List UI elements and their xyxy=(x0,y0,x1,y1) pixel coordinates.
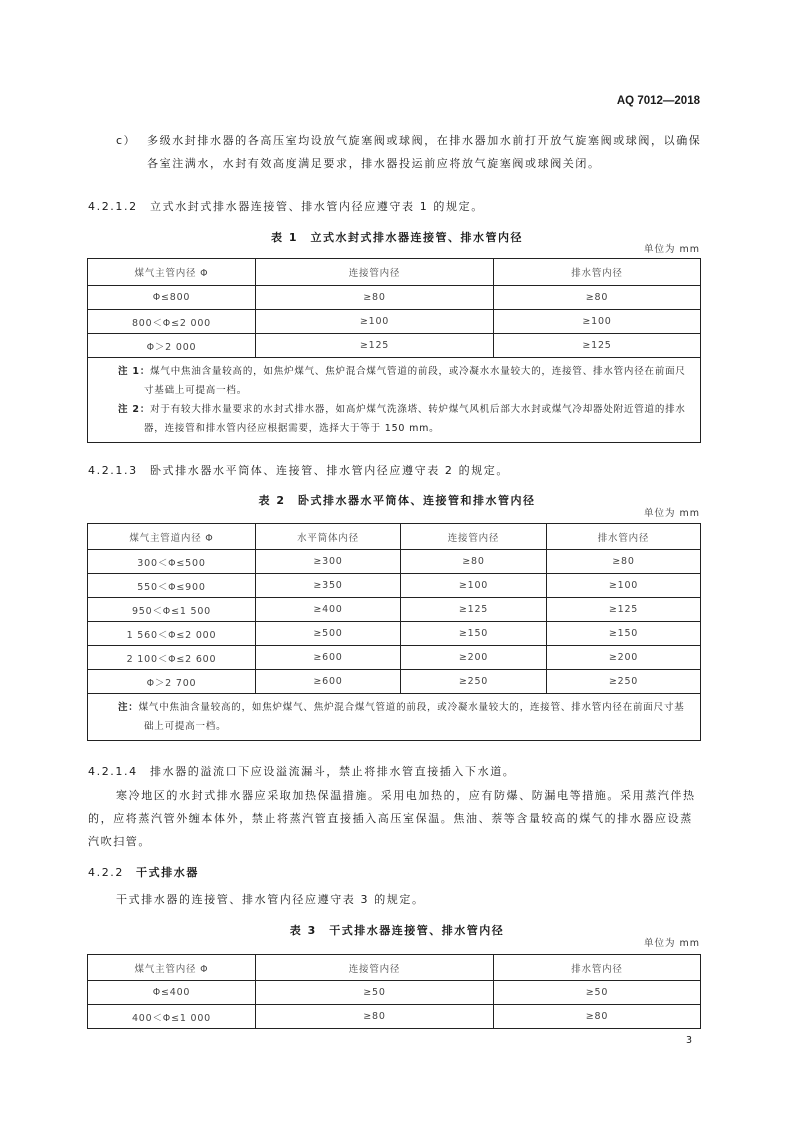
cell: ≥200 xyxy=(401,646,547,670)
cell: 300＜Φ≤500 xyxy=(88,550,256,574)
table-row xyxy=(88,334,701,358)
item-c-label: c） xyxy=(116,134,137,147)
standard-number: AQ 7012—2018 xyxy=(616,95,700,107)
paragraph: 寒冷地区的水封式排水器应采取加热保温措施。采用电加热的，应有防爆、防漏电等措施。采用蒸汽伴热的，应将蒸汽管外缠本体外，禁止将蒸汽管直接插入高压室保温。焦油、萘等含量较高的煤气的排水器应设蒸汽吹扫管。 xyxy=(88,789,696,848)
header-cell: 水平筒体内径 xyxy=(256,524,401,550)
cell: Φ＞2 000 xyxy=(88,334,256,358)
item-c-text: 多级水封排水器的各高压室均设放气旋塞阀或球阀，在排水器加水前打开放气旋塞阀或球阀，以确保各室注满水，水封有效高度满足要求，排水器投运前应将放气旋塞阀或球阀关闭。 xyxy=(147,134,702,170)
cell: ≥600 xyxy=(256,646,401,670)
cell: ≥125 xyxy=(401,598,547,622)
cell: 400＜Φ≤1 000 xyxy=(88,1005,256,1029)
cell: ≥80 xyxy=(256,286,494,310)
clause-text: 干式排水器的连接管、排水管内径应遵守表 3 的规定。 xyxy=(116,893,425,906)
cell: ≥100 xyxy=(256,310,494,334)
table3 xyxy=(87,954,701,1029)
clause-title: 干式排水器 xyxy=(136,866,199,879)
table-notes xyxy=(88,694,701,741)
cell: Φ≤800 xyxy=(88,286,256,310)
note-text: 煤气中焦油含量较高的，如焦炉煤气、焦炉混合煤气管道的前段，或冷凝水水量较大的，连接管、排水管内径在前面尺寸基础上可提高一档。 xyxy=(144,366,686,396)
cell: ≥80 xyxy=(494,286,701,310)
table-row xyxy=(88,981,701,1005)
cell: ≥80 xyxy=(547,550,701,574)
table1-caption: 表 1 立式水封式排水器连接管、排水管内径 xyxy=(271,231,523,244)
table-header-row xyxy=(88,524,701,550)
header-cell: 煤气主管道内径 Φ xyxy=(88,524,256,550)
clause-number: 4.2.1.2 xyxy=(88,200,138,213)
table2-caption: 表 2 卧式排水器水平筒体、连接管和排水管内径 xyxy=(258,494,536,507)
note-2 xyxy=(118,400,690,438)
note-label: 注 1： xyxy=(118,366,151,377)
cell: ≥50 xyxy=(256,981,494,1005)
clause-text: 卧式排水器水平筒体、连接管、排水管内径应遵守表 2 的规定。 xyxy=(150,464,509,477)
cell: ≥500 xyxy=(256,622,401,646)
table-header-row xyxy=(88,955,701,981)
cell: 800＜Φ≤2 000 xyxy=(88,310,256,334)
table-notes-row xyxy=(88,694,701,741)
table-row xyxy=(88,286,701,310)
cell: ≥100 xyxy=(547,574,701,598)
table3-caption: 表 3 干式排水器连接管、排水管内径 xyxy=(289,924,505,937)
cell: ≥350 xyxy=(256,574,401,598)
cell: ≥80 xyxy=(401,550,547,574)
cell: ≥250 xyxy=(401,670,547,694)
table-row xyxy=(88,622,701,646)
table-row xyxy=(88,310,701,334)
cell: ≥100 xyxy=(494,310,701,334)
table-notes xyxy=(88,358,701,443)
table-row xyxy=(88,670,701,694)
table2-unit: 单位为 mm xyxy=(643,508,700,519)
cell: Φ≤400 xyxy=(88,981,256,1005)
table-row xyxy=(88,646,701,670)
cell: ≥100 xyxy=(401,574,547,598)
cell: 950＜Φ≤1 500 xyxy=(88,598,256,622)
cell: ≥80 xyxy=(494,1005,701,1029)
cell: ≥250 xyxy=(547,670,701,694)
note-1 xyxy=(118,362,690,400)
clause-number: 4.2.1.3 xyxy=(88,464,138,477)
note-label: 注 2： xyxy=(118,404,151,415)
table-notes-row xyxy=(88,358,701,443)
table1-unit: 单位为 mm xyxy=(643,244,700,255)
cell: ≥400 xyxy=(256,598,401,622)
page-number: 3 xyxy=(686,1035,693,1046)
header-cell: 排水管内径 xyxy=(494,259,701,286)
cell: ≥200 xyxy=(547,646,701,670)
table-row xyxy=(88,574,701,598)
header-cell: 连接管内径 xyxy=(256,955,494,981)
cell: ≥125 xyxy=(547,598,701,622)
cell: ≥125 xyxy=(494,334,701,358)
note xyxy=(118,698,690,736)
cell: ≥50 xyxy=(494,981,701,1005)
cell: Φ＞2 700 xyxy=(88,670,256,694)
header-cell: 煤气主管内径 Φ xyxy=(88,259,256,286)
clause-number: 4.2.2 xyxy=(88,866,124,879)
header-cell: 煤气主管内径 Φ xyxy=(88,955,256,981)
cell: ≥300 xyxy=(256,550,401,574)
table3-unit: 单位为 mm xyxy=(643,938,700,949)
table-row xyxy=(88,598,701,622)
clause-text: 排水器的溢流口下应设溢流漏斗，禁止将排水管直接插入下水道。 xyxy=(150,765,516,778)
header-cell: 排水管内径 xyxy=(547,524,701,550)
note-text: 煤气中焦油含量较高的，如焦炉煤气、焦炉混合煤气管道的前段，或冷凝水量较大的，连接管、排水管内径在前面尺寸基础上可提高一档。 xyxy=(138,702,685,732)
table-row xyxy=(88,1005,701,1029)
clause-text: 立式水封式排水器连接管、排水管内径应遵守表 1 的规定。 xyxy=(150,200,484,213)
table-header-row xyxy=(88,259,701,286)
header-cell: 连接管内径 xyxy=(401,524,547,550)
note-label: 注： xyxy=(118,702,139,713)
table-row xyxy=(88,550,701,574)
table1 xyxy=(87,258,701,443)
header-cell: 连接管内径 xyxy=(256,259,494,286)
cell: ≥125 xyxy=(256,334,494,358)
cell: 2 100＜Φ≤2 600 xyxy=(88,646,256,670)
note-text: 对于有较大排水量要求的水封式排水器，如高炉煤气洗涤塔、转炉煤气风机后部大水封或煤气冷却器处附近管道的排水器，连接管和排水管内径应根据需要，选择大于等于 150 mm。 xyxy=(144,404,686,434)
cell: ≥150 xyxy=(547,622,701,646)
cell: 550＜Φ≤900 xyxy=(88,574,256,598)
header-cell: 排水管内径 xyxy=(494,955,701,981)
cell: ≥150 xyxy=(401,622,547,646)
cell: ≥80 xyxy=(256,1005,494,1029)
cell: 1 560＜Φ≤2 000 xyxy=(88,622,256,646)
cell: ≥600 xyxy=(256,670,401,694)
clause-number: 4.2.1.4 xyxy=(88,765,138,778)
table2 xyxy=(87,523,701,741)
